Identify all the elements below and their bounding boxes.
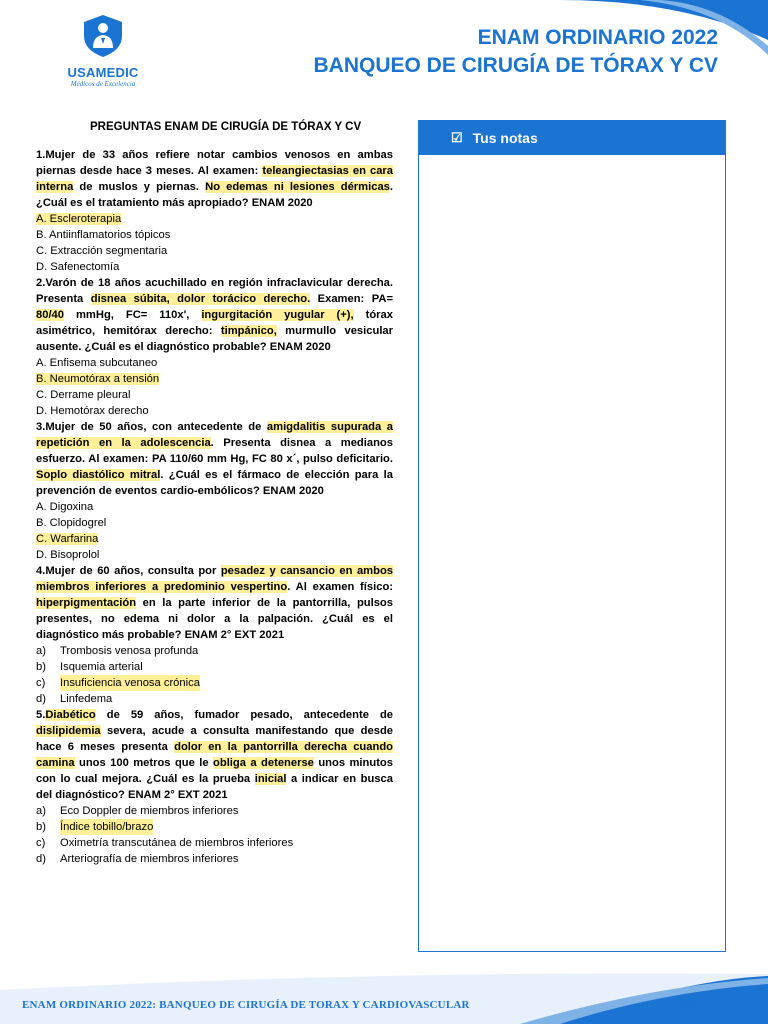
highlighted-text: teleangiectasias en cara interna bbox=[36, 165, 394, 193]
notes-title: Tus notas bbox=[472, 130, 538, 146]
highlighted-text: pesadez y cansancio en ambos miembros inferiores a predominio vespertino bbox=[36, 565, 394, 593]
stem-text: a indicar en busca del diagnóstico? ENAM 2° EXT 2021 bbox=[36, 773, 394, 801]
highlighted-text: amigdalitis supurada a repetición en la adolescencia bbox=[36, 421, 394, 449]
option-text: Trombosis venosa profunda bbox=[60, 645, 199, 657]
usamedic-logo bbox=[58, 14, 148, 99]
correct-option-text: Índice tobillo/brazo bbox=[60, 821, 154, 833]
answer-option bbox=[36, 355, 393, 371]
option-letter: d) bbox=[36, 853, 46, 865]
stem-text: de 59 años, fumador pesado, antecedente de bbox=[95, 709, 393, 721]
answer-option bbox=[36, 243, 393, 259]
stem-text: 4.Mujer de 60 años, consulta por bbox=[36, 565, 221, 577]
page-header-title bbox=[314, 24, 719, 80]
answer-option bbox=[36, 371, 393, 387]
footer-text: ENAM ORDINARIO 2022: BANQUEO DE CIRUGÍA DE TORAX Y CARDIOVASCULAR bbox=[22, 999, 470, 1011]
correct-option-text: C. Warfarina bbox=[36, 533, 99, 545]
answer-option bbox=[36, 227, 393, 243]
stem-text: 2.Varón de 18 años acuchillado en región infraclavicular derecha. Presenta bbox=[36, 277, 393, 305]
highlighted-text: dolor en la pantorrilla derecha cuando camina bbox=[36, 741, 393, 769]
header-title-line2: BANQUEO DE CIRUGÍA DE TÓRAX Y CV bbox=[313, 54, 718, 77]
checkbox-icon: ☑ bbox=[451, 130, 463, 145]
option-text: B. Antiinflamatorios tópicos bbox=[36, 229, 171, 241]
option-letter: a) bbox=[36, 645, 46, 657]
option-text: Arteriografía de miembros inferiores bbox=[60, 853, 239, 865]
question-stem bbox=[36, 147, 393, 211]
option-text: D. Bisoprolol bbox=[36, 549, 100, 561]
answer-option bbox=[36, 499, 393, 515]
question-stem bbox=[36, 275, 393, 355]
option-text: Isquemia arterial bbox=[60, 661, 143, 673]
highlighted-text: dislipidemia bbox=[36, 725, 101, 737]
logo-tagline: Médicos de Excelencia bbox=[70, 80, 136, 88]
option-text: D. Hemotórax derecho bbox=[36, 405, 149, 417]
notes-panel[interactable] bbox=[418, 120, 726, 952]
stem-text: 1.Mujer de 33 años refiere notar cambios venosos en ambas piernas desde hace 3 meses. Al examen: bbox=[36, 149, 393, 177]
answer-option bbox=[36, 403, 393, 419]
question-stem bbox=[36, 419, 393, 499]
answer-option bbox=[36, 819, 393, 835]
answer-option bbox=[36, 643, 393, 659]
logo-name: USAMEDIC bbox=[67, 65, 139, 80]
correct-option-text: A. Escleroterapia bbox=[36, 213, 122, 225]
stem-text: murmullo vesicular ausente. ¿Cuál es el diagnóstico probable? ENAM 2020 bbox=[36, 325, 393, 353]
question-stem bbox=[36, 707, 393, 803]
correct-option-text: B. Neumotórax a tensión bbox=[36, 373, 160, 385]
answer-option bbox=[36, 835, 393, 851]
questions-list bbox=[36, 147, 393, 867]
option-letter: c) bbox=[36, 837, 46, 849]
option-letter: d) bbox=[36, 693, 46, 705]
page-number: pág. 1 bbox=[678, 995, 708, 1009]
stem-text: 3.Mujer de 50 años, con antecedente de bbox=[36, 421, 267, 433]
option-text: Eco Doppler de miembros inferiores bbox=[60, 805, 239, 817]
answer-option bbox=[36, 515, 393, 531]
answer-option bbox=[36, 691, 393, 707]
answer-option bbox=[36, 851, 393, 867]
highlighted-text: 80/40 bbox=[36, 309, 64, 321]
stem-text: Examen: PA= bbox=[310, 293, 393, 305]
doctor-shield-icon bbox=[81, 14, 125, 58]
option-text: C. Extracción segmentaria bbox=[36, 245, 168, 257]
footer-wave-background bbox=[0, 960, 768, 1024]
stem-text: de muslos y piernas. bbox=[73, 181, 206, 193]
stem-text: unos minutos con lo cual mejora. ¿Cuál es la prueba bbox=[36, 757, 393, 785]
option-letter: a) bbox=[36, 805, 46, 817]
option-text: B. Clopidogrel bbox=[36, 517, 107, 529]
option-letter: c) bbox=[36, 677, 46, 689]
stem-text: . ¿Cuál es el fármaco de elección para la prevención de eventos cardio-embólicos? ENAM 2020 bbox=[36, 469, 393, 497]
option-text: Oximetría transcutánea de miembros inferiores bbox=[60, 837, 294, 849]
highlighted-text: ingurgitación yugular (+), bbox=[201, 309, 354, 321]
answer-option bbox=[36, 547, 393, 563]
stem-text: severa, acude a consulta manifestando que desde hace 6 meses presenta bbox=[36, 725, 393, 753]
highlighted-text: obliga a detenerse bbox=[213, 757, 314, 769]
option-text: C. Derrame pleural bbox=[36, 389, 131, 401]
stem-text: tórax asimétrico, hemitórax derecho: bbox=[36, 309, 393, 337]
answer-option bbox=[36, 211, 393, 227]
highlighted-text: disnea súbita, dolor torácico derecho. bbox=[90, 293, 311, 305]
answer-option bbox=[36, 675, 393, 691]
stem-text: mmHg, FC= 110x', bbox=[64, 309, 202, 321]
correct-option-text: Insuficiencia venosa crónica bbox=[60, 677, 200, 689]
stem-text: . Al examen físico: bbox=[287, 581, 393, 593]
answer-option bbox=[36, 259, 393, 275]
notes-header bbox=[419, 121, 725, 155]
stem-text: 5. bbox=[36, 709, 46, 721]
highlighted-text: Soplo diastólico mitral bbox=[36, 469, 161, 481]
highlighted-text: No edemas ni lesiones dérmicas bbox=[205, 181, 390, 193]
stem-text: en la parte inferior de la pantorrilla, pulsos presentes, no edema ni dolor a la palpación. ¿Cuál es el diagnóstico más probable? ENAM 2° EXT 2021 bbox=[36, 597, 393, 641]
option-text: D. Safenectomía bbox=[36, 261, 120, 273]
stem-text: . ¿Cuál es el tratamiento más apropiado? ENAM 2020 bbox=[36, 181, 393, 209]
option-text: A. Enfisema subcutaneo bbox=[36, 357, 158, 369]
highlighted-text: inicial bbox=[254, 773, 287, 785]
answer-option bbox=[36, 803, 393, 819]
questions-heading: PREGUNTAS ENAM DE CIRUGÍA DE TÓRAX Y CV bbox=[90, 121, 362, 133]
header-title-line1: ENAM ORDINARIO 2022 bbox=[477, 26, 718, 49]
question-stem bbox=[36, 563, 393, 643]
answer-option bbox=[36, 531, 393, 547]
answer-option bbox=[36, 387, 393, 403]
stem-text: . Presenta disnea a medianos esfuerzo. Al examen: PA 110/60 mm Hg, FC 80 x´, pulso deficitario. bbox=[36, 437, 393, 465]
option-letter: b) bbox=[36, 821, 46, 833]
highlighted-text: Diabético bbox=[45, 709, 96, 721]
stem-text: unos 100 metros que le bbox=[74, 757, 214, 769]
option-letter: b) bbox=[36, 661, 46, 673]
option-text: Linfedema bbox=[60, 693, 113, 705]
highlighted-text: timpánico, bbox=[220, 325, 277, 337]
highlighted-text: hiperpigmentación bbox=[36, 597, 137, 609]
answer-option bbox=[36, 659, 393, 675]
option-text: A. Digoxina bbox=[36, 501, 94, 513]
